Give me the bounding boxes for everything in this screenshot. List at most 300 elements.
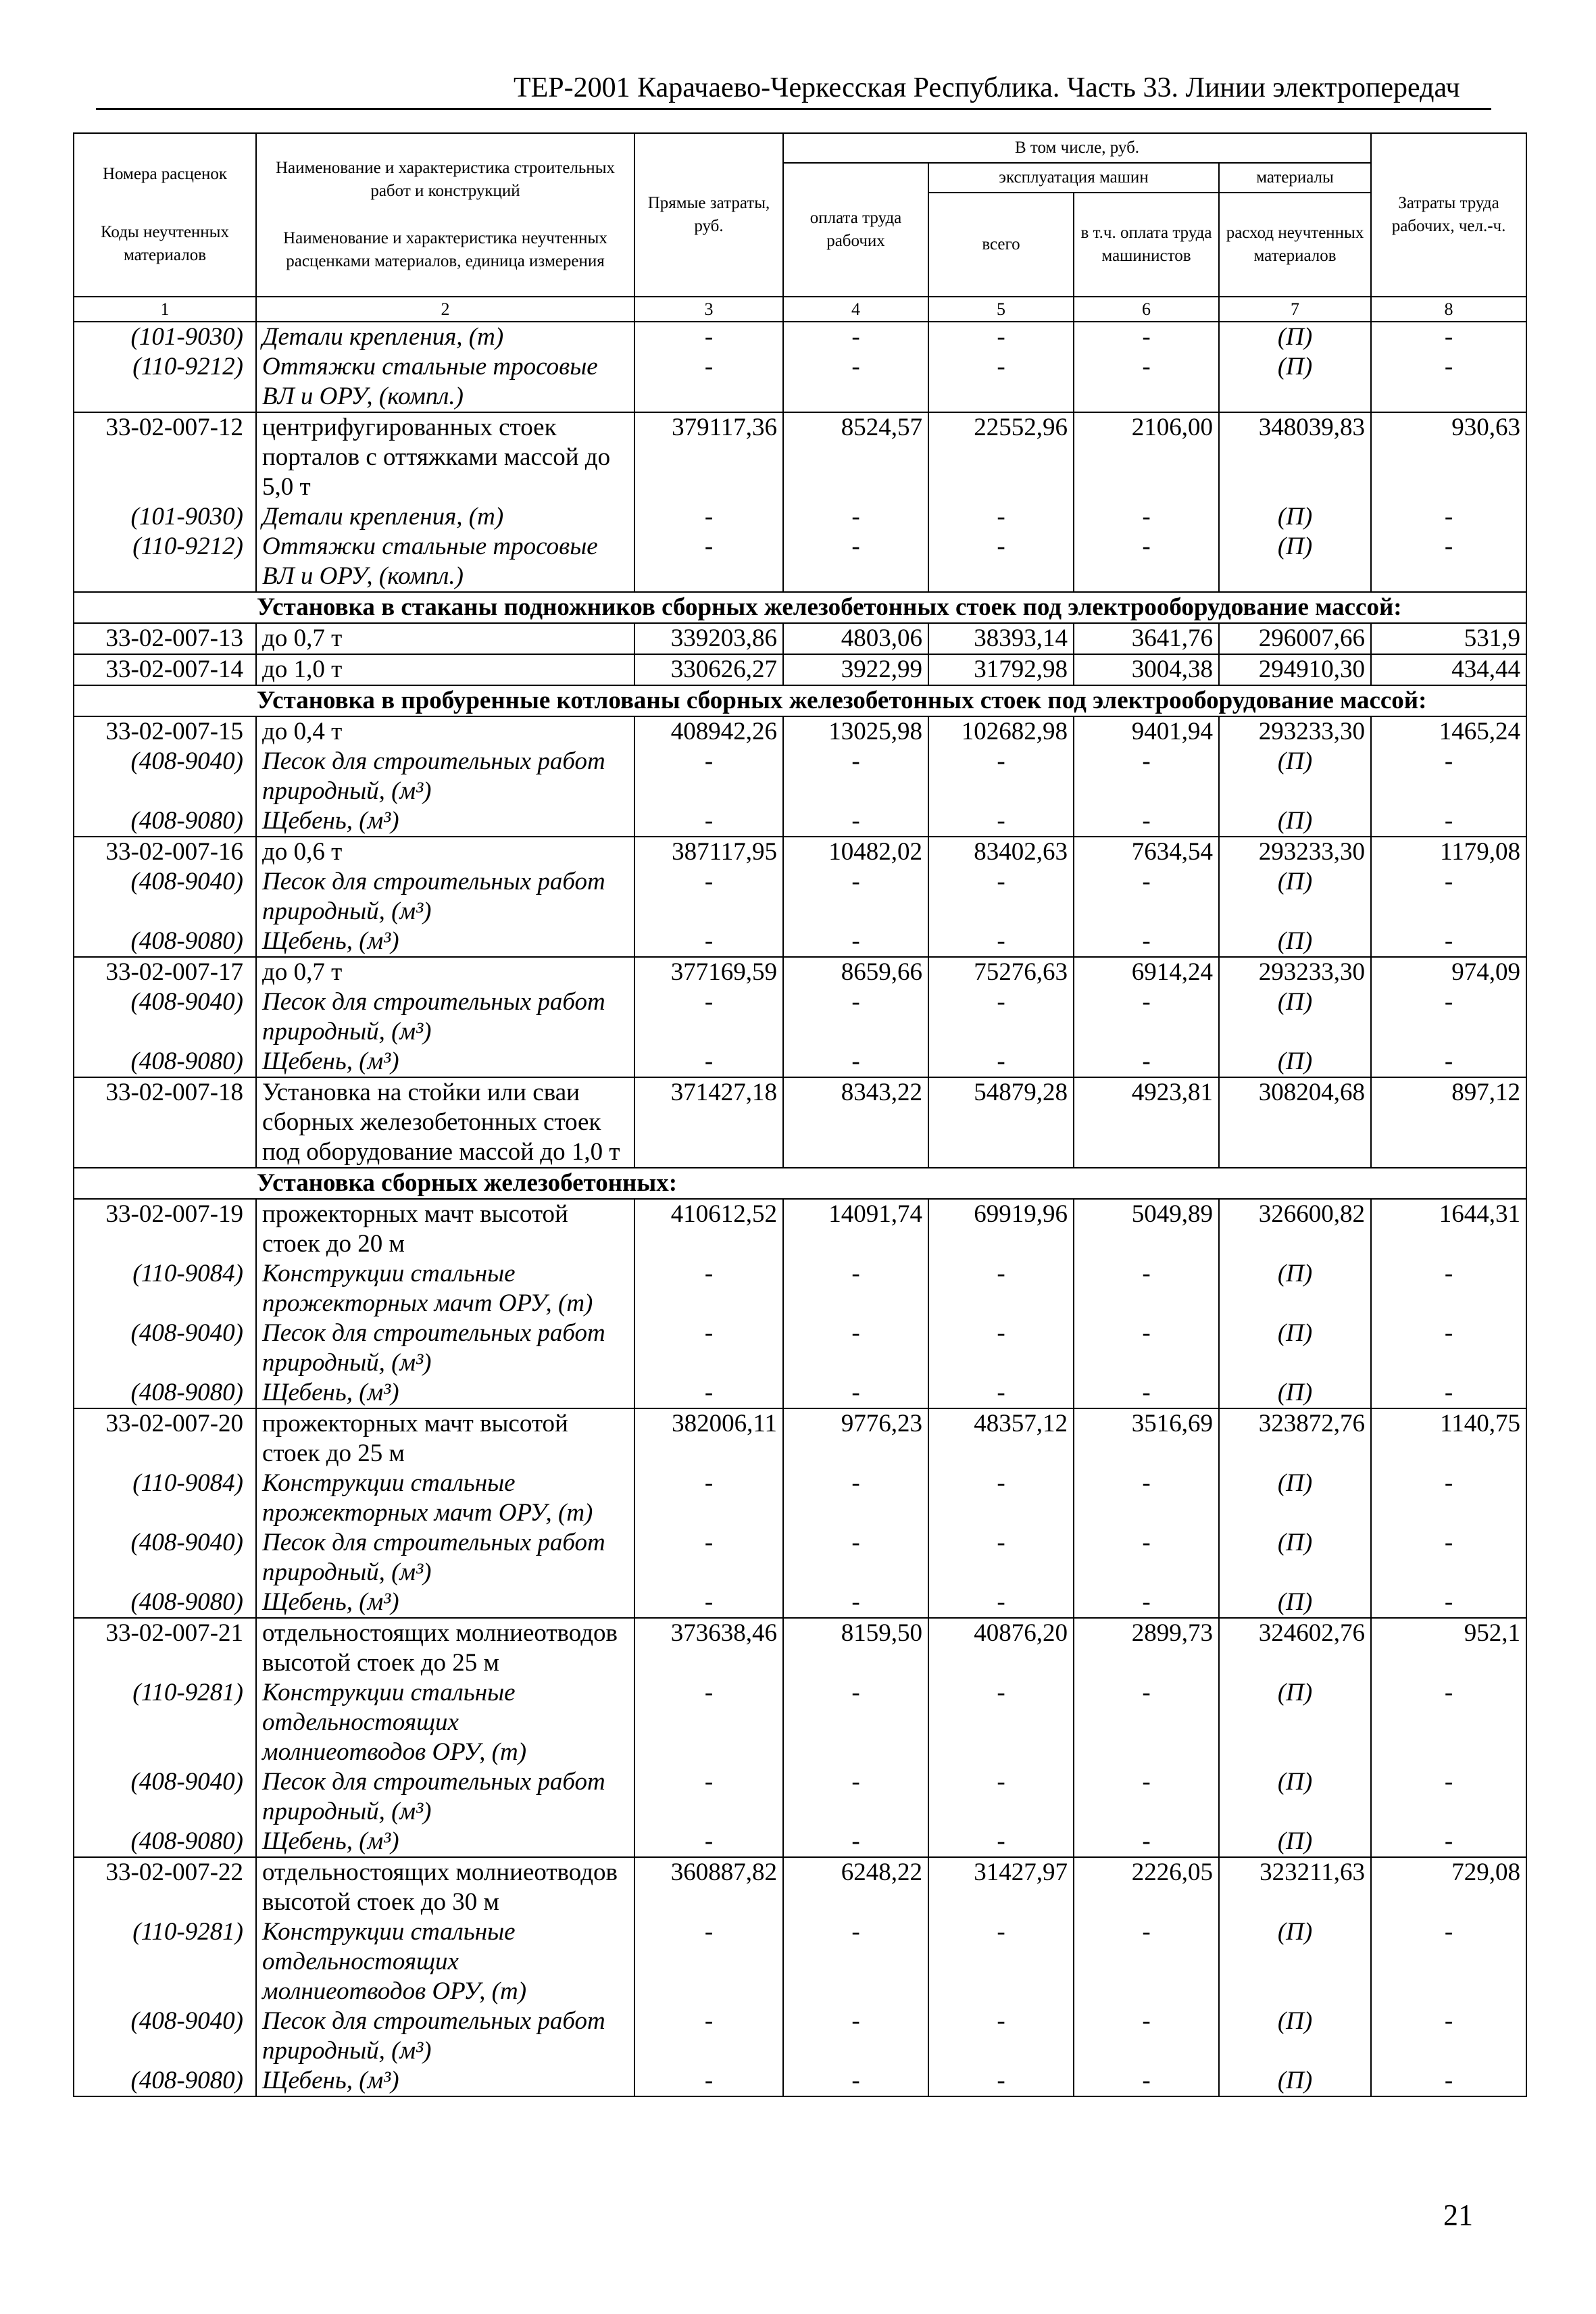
page-number: 21: [1443, 2198, 1473, 2232]
materials-cell: (П): [1219, 1378, 1371, 1408]
rate-code-cell: (408-9040): [74, 747, 256, 806]
rate-code-cell: (408-9080): [74, 1587, 256, 1618]
work-name-cell: Щебень, (м³): [256, 1587, 634, 1618]
header-names: [256, 133, 634, 297]
wages-cell: 8524,57: [783, 412, 928, 502]
labor-costs-cell: -: [1371, 806, 1526, 837]
rate-code-cell: 33-02-007-22: [74, 1857, 256, 1917]
labor-costs-cell: 1140,75: [1371, 1408, 1526, 1469]
work-name-cell: Щебень, (м³): [256, 1047, 634, 1077]
direct-costs-cell: 360887,82: [634, 1857, 783, 1917]
materials-cell: (П): [1219, 1917, 1371, 2007]
rate-code-cell: 33-02-007-19: [74, 1199, 256, 1259]
direct-costs-cell: -: [634, 322, 783, 352]
labor-costs-cell: -: [1371, 927, 1526, 957]
labor-costs-cell: 930,63: [1371, 412, 1526, 502]
work-name-cell: Установка на стойки или сваи сборных железобетонных стоек под оборудование массой до 1,0 т: [256, 1077, 634, 1168]
machinist-wages-cell: -: [1074, 927, 1219, 957]
machines-total-cell: -: [928, 747, 1074, 806]
direct-costs-cell: 382006,11: [634, 1408, 783, 1469]
table-row: [74, 1857, 1526, 1917]
machines-total-cell: -: [928, 867, 1074, 927]
work-name-cell: центрифугированных стоек порталов с оттяжками массой до 5,0 т: [256, 412, 634, 502]
work-name-cell: Щебень, (м³): [256, 2066, 634, 2096]
work-name-cell: до 0,7 т: [256, 623, 634, 654]
wages-cell: -: [783, 1378, 928, 1408]
header-codes: [74, 133, 256, 297]
wages-cell: -: [783, 1319, 928, 1378]
labor-costs-cell: -: [1371, 502, 1526, 532]
work-name-cell: Песок для строительных работ природный, (м³): [256, 747, 634, 806]
rate-code-cell: 33-02-007-13: [74, 623, 256, 654]
materials-cell: 323211,63: [1219, 1857, 1371, 1917]
machines-total-cell: 69919,96: [928, 1199, 1074, 1259]
labor-costs-cell: -: [1371, 322, 1526, 352]
machinist-wages-cell: 3004,38: [1074, 654, 1219, 685]
machines-total-cell: -: [928, 1917, 1074, 2007]
machines-total-cell: 38393,14: [928, 623, 1074, 654]
materials-cell: (П): [1219, 927, 1371, 957]
machinist-wages-cell: 3641,76: [1074, 623, 1219, 654]
machines-total-cell: -: [928, 1528, 1074, 1587]
machinist-wages-cell: -: [1074, 1917, 1219, 2007]
materials-cell: 296007,66: [1219, 623, 1371, 654]
rate-code-cell: (408-9040): [74, 1767, 256, 1827]
wages-cell: -: [783, 1827, 928, 1857]
table-row: [74, 2007, 1526, 2066]
header-group: В том числе, руб.: [783, 133, 1371, 163]
machinist-wages-cell: 6914,24: [1074, 957, 1219, 987]
direct-costs-cell: -: [634, 1528, 783, 1587]
machinist-wages-cell: 4923,81: [1074, 1077, 1219, 1168]
direct-costs-cell: -: [634, 502, 783, 532]
rate-code-cell: (408-9040): [74, 1528, 256, 1587]
work-name-cell: прожекторных мачт высотой стоек до 20 м: [256, 1199, 634, 1259]
labor-costs-cell: -: [1371, 747, 1526, 806]
section-heading-row: [74, 685, 1526, 716]
direct-costs-cell: -: [634, 1319, 783, 1378]
machines-total-cell: -: [928, 1378, 1074, 1408]
work-name-cell: Детали крепления, (т): [256, 322, 634, 352]
table-row: [74, 1917, 1526, 2007]
work-name-cell: до 1,0 т: [256, 654, 634, 685]
labor-costs-cell: -: [1371, 1378, 1526, 1408]
labor-costs-cell: 952,1: [1371, 1618, 1526, 1678]
work-name-cell: прожекторных мачт высотой стоек до 25 м: [256, 1408, 634, 1469]
rate-code-cell: (408-9040): [74, 987, 256, 1047]
labor-costs-cell: 531,9: [1371, 623, 1526, 654]
materials-cell: 293233,30: [1219, 957, 1371, 987]
column-number: 1: [74, 297, 256, 322]
header-direct-costs: Прямые затраты, руб.: [634, 133, 783, 297]
direct-costs-cell: 373638,46: [634, 1618, 783, 1678]
wages-cell: -: [783, 747, 928, 806]
work-name-cell: Конструкции стальные отдельностоящих молниеотводов ОРУ, (т): [256, 1917, 634, 2007]
machinist-wages-cell: 9401,94: [1074, 716, 1219, 747]
machines-total-cell: 48357,12: [928, 1408, 1074, 1469]
rate-code-cell: 33-02-007-14: [74, 654, 256, 685]
rate-code-cell: 33-02-007-18: [74, 1077, 256, 1168]
machinist-wages-cell: 2899,73: [1074, 1618, 1219, 1678]
work-name-cell: Конструкции стальные прожекторных мачт ОРУ, (т): [256, 1469, 634, 1528]
machinist-wages-cell: -: [1074, 2066, 1219, 2096]
work-name-cell: до 0,4 т: [256, 716, 634, 747]
machines-total-cell: 40876,20: [928, 1618, 1074, 1678]
table-row: [74, 1528, 1526, 1587]
table-row: [74, 1077, 1526, 1168]
machines-total-cell: -: [928, 1047, 1074, 1077]
work-name-cell: Оттяжки стальные тросовые ВЛ и ОРУ, (компл.): [256, 532, 634, 592]
machinist-wages-cell: -: [1074, 1528, 1219, 1587]
materials-cell: (П): [1219, 2066, 1371, 2096]
materials-cell: (П): [1219, 1528, 1371, 1587]
machines-total-cell: -: [928, 806, 1074, 837]
labor-costs-cell: -: [1371, 1678, 1526, 1767]
work-name-cell: до 0,7 т: [256, 957, 634, 987]
work-name-cell: Песок для строительных работ природный, (м³): [256, 1319, 634, 1378]
machines-total-cell: -: [928, 927, 1074, 957]
materials-cell: 348039,83: [1219, 412, 1371, 502]
table-row: [74, 1827, 1526, 1857]
rate-code-cell: 33-02-007-15: [74, 716, 256, 747]
table-row: [74, 1047, 1526, 1077]
labor-costs-cell: -: [1371, 352, 1526, 412]
table-row: [74, 957, 1526, 987]
wages-cell: -: [783, 1528, 928, 1587]
materials-cell: (П): [1219, 532, 1371, 592]
machines-total-cell: 83402,63: [928, 837, 1074, 867]
rate-code-cell: 33-02-007-12: [74, 412, 256, 502]
work-name-cell: Песок для строительных работ природный, (м³): [256, 2007, 634, 2066]
materials-cell: (П): [1219, 987, 1371, 1047]
machinist-wages-cell: -: [1074, 1319, 1219, 1378]
wages-cell: -: [783, 322, 928, 352]
machinist-wages-cell: -: [1074, 1827, 1219, 1857]
materials-cell: 323872,76: [1219, 1408, 1371, 1469]
wages-cell: -: [783, 1259, 928, 1319]
wages-cell: -: [783, 867, 928, 927]
materials-cell: (П): [1219, 1047, 1371, 1077]
rate-code-cell: (408-9080): [74, 1378, 256, 1408]
wages-cell: -: [783, 927, 928, 957]
work-name-cell: до 0,6 т: [256, 837, 634, 867]
direct-costs-cell: -: [634, 1827, 783, 1857]
machines-total-cell: -: [928, 2007, 1074, 2066]
wages-cell: -: [783, 1917, 928, 2007]
table-row: [74, 1587, 1526, 1618]
rate-code-cell: (110-9212): [74, 352, 256, 412]
rate-code-cell: (110-9084): [74, 1469, 256, 1528]
labor-costs-cell: -: [1371, 2066, 1526, 2096]
table-row: [74, 1259, 1526, 1319]
labor-costs-cell: 974,09: [1371, 957, 1526, 987]
rate-code-cell: (408-9080): [74, 2066, 256, 2096]
materials-cell: (П): [1219, 1469, 1371, 1528]
machines-total-cell: -: [928, 1259, 1074, 1319]
direct-costs-cell: 377169,59: [634, 957, 783, 987]
direct-costs-cell: -: [634, 987, 783, 1047]
table-row: [74, 1767, 1526, 1827]
machinist-wages-cell: 2106,00: [1074, 412, 1219, 502]
direct-costs-cell: 330626,27: [634, 654, 783, 685]
machinist-wages-cell: 3516,69: [1074, 1408, 1219, 1469]
work-name-cell: отдельностоящих молниеотводов высотой стоек до 25 м: [256, 1618, 634, 1678]
rate-code-cell: (408-9080): [74, 806, 256, 837]
direct-costs-cell: -: [634, 1047, 783, 1077]
materials-cell: (П): [1219, 1827, 1371, 1857]
table-row: [74, 1618, 1526, 1678]
machinist-wages-cell: -: [1074, 532, 1219, 592]
column-number: 7: [1219, 297, 1371, 322]
direct-costs-cell: -: [634, 806, 783, 837]
labor-costs-cell: -: [1371, 532, 1526, 592]
column-number: 3: [634, 297, 783, 322]
machines-total-cell: 31427,97: [928, 1857, 1074, 1917]
direct-costs-cell: 408942,26: [634, 716, 783, 747]
header-machinist-wages: в т.ч. оплата труда машинистов: [1074, 193, 1219, 297]
header-col2-top: Наименование и характеристика строительных работ и конструкций: [275, 159, 615, 200]
direct-costs-cell: 410612,52: [634, 1199, 783, 1259]
direct-costs-cell: -: [634, 352, 783, 412]
header-machines-total: всего: [928, 193, 1074, 297]
materials-cell: (П): [1219, 502, 1371, 532]
wages-cell: 14091,74: [783, 1199, 928, 1259]
machinist-wages-cell: -: [1074, 1047, 1219, 1077]
machinist-wages-cell: 2226,05: [1074, 1857, 1219, 1917]
table-row: [74, 623, 1526, 654]
rate-code-cell: 33-02-007-16: [74, 837, 256, 867]
work-name-cell: Песок для строительных работ природный, (м³): [256, 1767, 634, 1827]
wages-cell: 4803,06: [783, 623, 928, 654]
rate-code-cell: (110-9212): [74, 532, 256, 592]
rate-code-cell: (110-9281): [74, 1917, 256, 2007]
materials-cell: (П): [1219, 806, 1371, 837]
section-heading-row: [74, 592, 1526, 623]
section-heading: Установка сборных железобетонных:: [74, 1168, 1526, 1199]
machines-total-cell: -: [928, 2066, 1074, 2096]
direct-costs-cell: -: [634, 1469, 783, 1528]
table-body: [74, 322, 1526, 2096]
machinist-wages-cell: -: [1074, 2007, 1219, 2066]
work-name-cell: Конструкции стальные прожекторных мачт ОРУ, (т): [256, 1259, 634, 1319]
materials-cell: (П): [1219, 1678, 1371, 1767]
labor-costs-cell: 897,12: [1371, 1077, 1526, 1168]
column-number: 2: [256, 297, 634, 322]
materials-cell: 293233,30: [1219, 716, 1371, 747]
machinist-wages-cell: -: [1074, 322, 1219, 352]
section-heading: Установка в стаканы подножников сборных железобетонных стоек под электрооборудование массой:: [74, 592, 1526, 623]
materials-cell: (П): [1219, 2007, 1371, 2066]
section-heading-row: [74, 1168, 1526, 1199]
wages-cell: 9776,23: [783, 1408, 928, 1469]
work-name-cell: Щебень, (м³): [256, 927, 634, 957]
machinist-wages-cell: 7634,54: [1074, 837, 1219, 867]
table-row: [74, 502, 1526, 532]
labor-costs-cell: -: [1371, 1469, 1526, 1528]
direct-costs-cell: -: [634, 1259, 783, 1319]
machinist-wages-cell: -: [1074, 1767, 1219, 1827]
work-name-cell: Песок для строительных работ природный, (м³): [256, 987, 634, 1047]
wages-cell: -: [783, 502, 928, 532]
machinist-wages-cell: -: [1074, 502, 1219, 532]
price-table: [73, 132, 1527, 2097]
direct-costs-cell: 387117,95: [634, 837, 783, 867]
table-row: [74, 654, 1526, 685]
work-name-cell: Конструкции стальные отдельностоящих молниеотводов ОРУ, (т): [256, 1678, 634, 1767]
wages-cell: -: [783, 987, 928, 1047]
direct-costs-cell: -: [634, 2007, 783, 2066]
direct-costs-cell: -: [634, 747, 783, 806]
machines-total-cell: 54879,28: [928, 1077, 1074, 1168]
wages-cell: -: [783, 532, 928, 592]
wages-cell: 8659,66: [783, 957, 928, 987]
machinist-wages-cell: -: [1074, 1259, 1219, 1319]
table-row: [74, 2066, 1526, 2096]
direct-costs-cell: -: [634, 1378, 783, 1408]
machinist-wages-cell: -: [1074, 1378, 1219, 1408]
column-number: 6: [1074, 297, 1219, 322]
materials-cell: 293233,30: [1219, 837, 1371, 867]
wages-cell: -: [783, 1469, 928, 1528]
machines-total-cell: -: [928, 1319, 1074, 1378]
machinist-wages-cell: -: [1074, 1469, 1219, 1528]
table-row: [74, 716, 1526, 747]
materials-cell: (П): [1219, 747, 1371, 806]
header-col1-top: Номера расценок: [102, 165, 228, 184]
machines-total-cell: -: [928, 1587, 1074, 1618]
work-name-cell: Щебень, (м³): [256, 806, 634, 837]
machines-total-cell: -: [928, 1469, 1074, 1528]
machinist-wages-cell: 5049,89: [1074, 1199, 1219, 1259]
machines-total-cell: -: [928, 1678, 1074, 1767]
direct-costs-cell: -: [634, 532, 783, 592]
wages-cell: 8159,50: [783, 1618, 928, 1678]
wages-cell: -: [783, 1767, 928, 1827]
direct-costs-cell: 379117,36: [634, 412, 783, 502]
direct-costs-cell: 371427,18: [634, 1077, 783, 1168]
wages-cell: -: [783, 352, 928, 412]
machinist-wages-cell: -: [1074, 806, 1219, 837]
materials-cell: 324602,76: [1219, 1618, 1371, 1678]
materials-cell: (П): [1219, 1767, 1371, 1827]
materials-cell: 326600,82: [1219, 1199, 1371, 1259]
wages-cell: 10482,02: [783, 837, 928, 867]
rate-code-cell: (408-9040): [74, 1319, 256, 1378]
table-row: [74, 322, 1526, 352]
table-row: [74, 1678, 1526, 1767]
rate-code-cell: (110-9084): [74, 1259, 256, 1319]
machinist-wages-cell: -: [1074, 987, 1219, 1047]
header-machines: эксплуатация машин: [928, 163, 1219, 193]
column-number: 4: [783, 297, 928, 322]
materials-cell: (П): [1219, 322, 1371, 352]
direct-costs-cell: -: [634, 1917, 783, 2007]
table-row: [74, 1469, 1526, 1528]
wages-cell: 8343,22: [783, 1077, 928, 1168]
direct-costs-cell: 339203,86: [634, 623, 783, 654]
table-row: [74, 747, 1526, 806]
column-number: 5: [928, 297, 1074, 322]
machines-total-cell: -: [928, 987, 1074, 1047]
work-name-cell: Щебень, (м³): [256, 1378, 634, 1408]
table-row: [74, 927, 1526, 957]
materials-cell: (П): [1219, 1319, 1371, 1378]
direct-costs-cell: -: [634, 927, 783, 957]
header-wages: оплата труда рабочих: [783, 163, 928, 297]
wages-cell: -: [783, 2066, 928, 2096]
work-name-cell: Песок для строительных работ природный, (м³): [256, 867, 634, 927]
materials-cell: (П): [1219, 1587, 1371, 1618]
section-heading: Установка в пробуренные котлованы сборных железобетонных стоек под электрооборудование массой:: [74, 685, 1526, 716]
labor-costs-cell: -: [1371, 1259, 1526, 1319]
header-col2-bottom: Наименование и характеристика неучтенных расценками материалов, единица измерения: [283, 228, 607, 270]
labor-costs-cell: -: [1371, 2007, 1526, 2066]
direct-costs-cell: -: [634, 1587, 783, 1618]
labor-costs-cell: -: [1371, 1319, 1526, 1378]
column-numbers-row: [74, 297, 1526, 322]
machinist-wages-cell: -: [1074, 1678, 1219, 1767]
labor-costs-cell: -: [1371, 1767, 1526, 1827]
work-name-cell: Детали крепления, (т): [256, 502, 634, 532]
rate-code-cell: (408-9080): [74, 927, 256, 957]
materials-cell: 308204,68: [1219, 1077, 1371, 1168]
work-name-cell: отдельностоящих молниеотводов высотой стоек до 30 м: [256, 1857, 634, 1917]
machines-total-cell: 22552,96: [928, 412, 1074, 502]
header-unaccounted-materials: расход неучтенных материалов: [1219, 193, 1371, 297]
header-col1-bottom: Коды неучтенных материалов: [101, 222, 229, 264]
header-rule: [96, 108, 1491, 110]
table-row: [74, 1199, 1526, 1259]
machines-total-cell: 31792,98: [928, 654, 1074, 685]
labor-costs-cell: -: [1371, 1047, 1526, 1077]
header-materials: материалы: [1219, 163, 1371, 193]
column-number: 8: [1371, 297, 1526, 322]
labor-costs-cell: 1644,31: [1371, 1199, 1526, 1259]
machines-total-cell: -: [928, 532, 1074, 592]
wages-cell: 13025,98: [783, 716, 928, 747]
wages-cell: -: [783, 2007, 928, 2066]
table-row: [74, 1378, 1526, 1408]
rate-code-cell: (408-9040): [74, 867, 256, 927]
machinist-wages-cell: -: [1074, 747, 1219, 806]
labor-costs-cell: 1465,24: [1371, 716, 1526, 747]
machines-total-cell: -: [928, 502, 1074, 532]
materials-cell: (П): [1219, 352, 1371, 412]
machines-total-cell: -: [928, 1827, 1074, 1857]
wages-cell: 3922,99: [783, 654, 928, 685]
machinist-wages-cell: -: [1074, 867, 1219, 927]
work-name-cell: Песок для строительных работ природный, (м³): [256, 1528, 634, 1587]
labor-costs-cell: -: [1371, 1528, 1526, 1587]
materials-cell: (П): [1219, 1259, 1371, 1319]
rate-code-cell: 33-02-007-21: [74, 1618, 256, 1678]
rate-code-cell: (101-9030): [74, 322, 256, 352]
rate-code-cell: (408-9080): [74, 1827, 256, 1857]
table-row: [74, 806, 1526, 837]
labor-costs-cell: 1179,08: [1371, 837, 1526, 867]
direct-costs-cell: -: [634, 1767, 783, 1827]
rate-code-cell: 33-02-007-20: [74, 1408, 256, 1469]
wages-cell: 6248,22: [783, 1857, 928, 1917]
machines-total-cell: 75276,63: [928, 957, 1074, 987]
rate-code-cell: (101-9030): [74, 502, 256, 532]
page-header-title: ТЕР-2001 Карачаево-Черкесская Республика. Часть 33. Линии электропередач: [514, 72, 1460, 103]
table-row: [74, 1408, 1526, 1469]
rate-code-cell: (408-9040): [74, 2007, 256, 2066]
table-row: [74, 867, 1526, 927]
labor-costs-cell: 434,44: [1371, 654, 1526, 685]
direct-costs-cell: -: [634, 1678, 783, 1767]
